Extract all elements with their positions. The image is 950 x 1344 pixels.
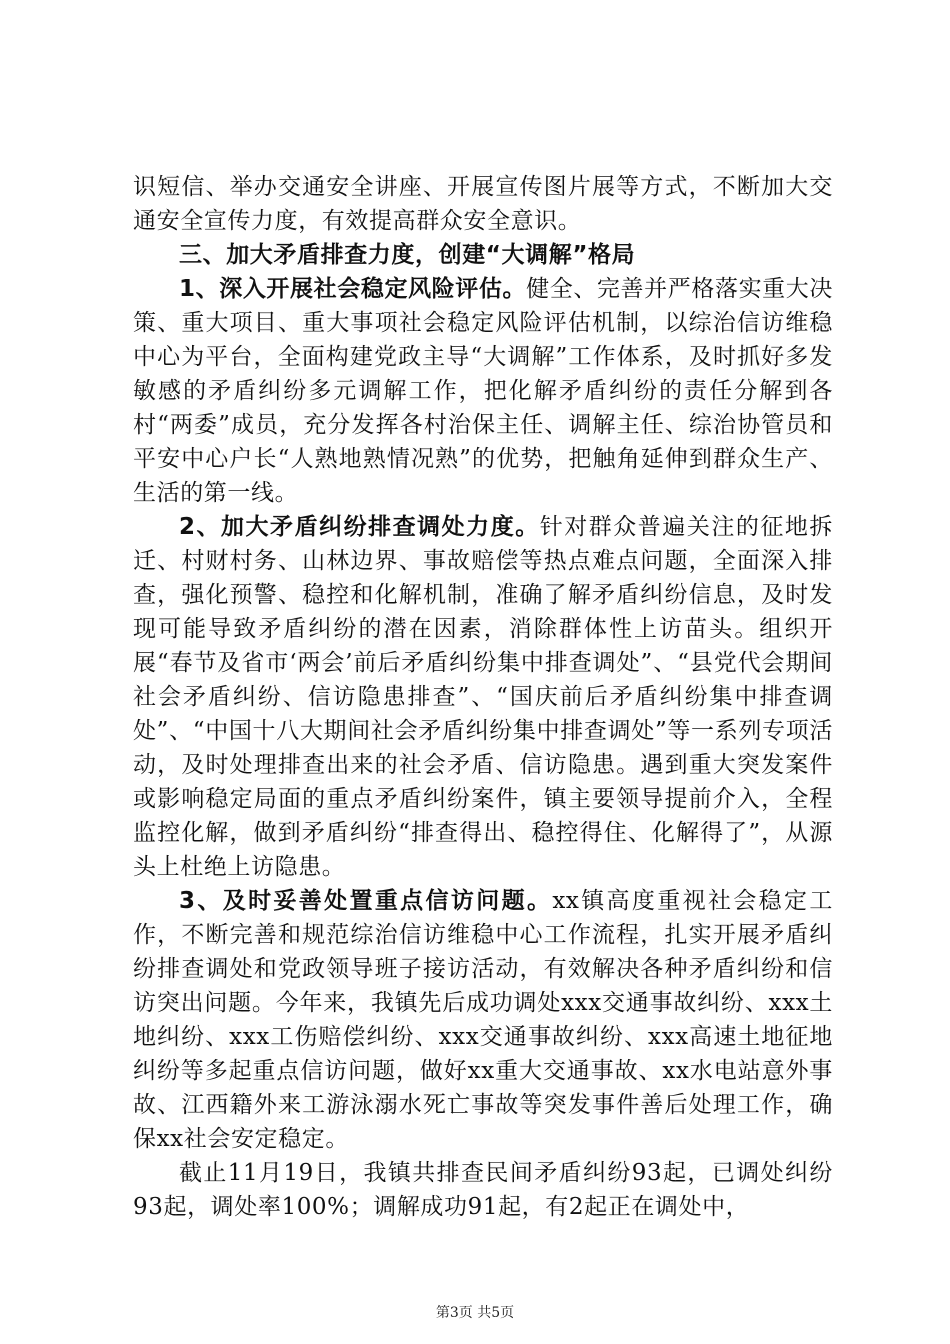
item-paragraph-2 xyxy=(133,510,833,884)
document-body xyxy=(133,170,833,1224)
item-body-1: 健全、完善并严格落实重大决策、重大项目、重大事项社会稳定风险评估机制，以综治信访维稳中心为平台，全面构建党政主导“大调解”工作体系，及时抓好多发敏感的矛盾纠纷多元调解工作，把化解矛盾纠纷的责任分解到各村“两委”成员，充分发挥各村治保主任、调解主任、综治协管员和平安中心户长“人熟地熟情况熟”的优势，把触角延伸到群众生产、生活的第一线。 xyxy=(133,276,833,506)
closing-paragraph: 截止11月19日，我镇共排查民间矛盾纠纷93起，已调处纠纷93起，调处率100%；调解成功91起，有2起正在调处中， xyxy=(133,1160,833,1220)
item-body-3: xx镇高度重视社会稳定工作，不断完善和规范综治信访维稳中心工作流程，扎实开展矛盾纠纷排查调处和党政领导班子接访活动，有效解决各种矛盾纠纷和信访突出问题。今年来，我镇先后成功调处xxx交通事故纠纷、xxx土地纠纷、xxx工伤赔偿纠纷、xxx交通事故纠纷、xxx高速土地征地纠纷等多起重点信访问题，做好xx重大交通事故、xx水电站意外事故、江西籍外来工游泳溺水死亡事故等突发事件善后处理工作，确保xx社会安定稳定。 xyxy=(133,888,833,1152)
continuation-paragraph: 识短信、举办交通安全讲座、开展宣传图片展等方式，不断加大交通安全宣传力度，有效提高群众安全意识。 xyxy=(133,174,833,234)
item-body-2: 针对群众普遍关注的征地拆迁、村财村务、山林边界、事故赔偿等热点难点问题，全面深入排查，强化预警、稳控和化解机制，准确了解矛盾纠纷信息，及时发现可能导致矛盾纠纷的潜在因素，消除群体性上访苗头。组织开展“春节及省市‘两会’前后矛盾纠纷集中排查调处”、“县党代会期间社会矛盾纠纷、信访隐患排查”、“国庆前后矛盾纠纷集中排查调处”、“中国十八大期间社会矛盾纠纷集中排查调处”等一系列专项活动，及时处理排查出来的社会矛盾、信访隐患。遇到重大突发案件或影响稳定局面的重点矛盾纠纷案件，镇主要领导提前介入，全程监控化解，做到矛盾纠纷“排查得出、稳控得住、化解得了”，从源头上杜绝上访隐患。 xyxy=(133,514,833,880)
item-paragraph-3 xyxy=(133,884,833,1156)
item-paragraph-1 xyxy=(133,272,833,510)
item-lead-2: 2、加大矛盾纠纷排查调处力度。 xyxy=(179,514,540,540)
page-footer: 第3页 共5页 xyxy=(435,1305,515,1321)
item-lead-3: 3、及时妥善处置重点信访问题。 xyxy=(179,888,553,914)
item-lead-1: 1、深入开展社会稳定风险评估。 xyxy=(179,276,527,302)
section-heading: 三、加大矛盾排查力度，创建“大调解”格局 xyxy=(179,242,636,268)
